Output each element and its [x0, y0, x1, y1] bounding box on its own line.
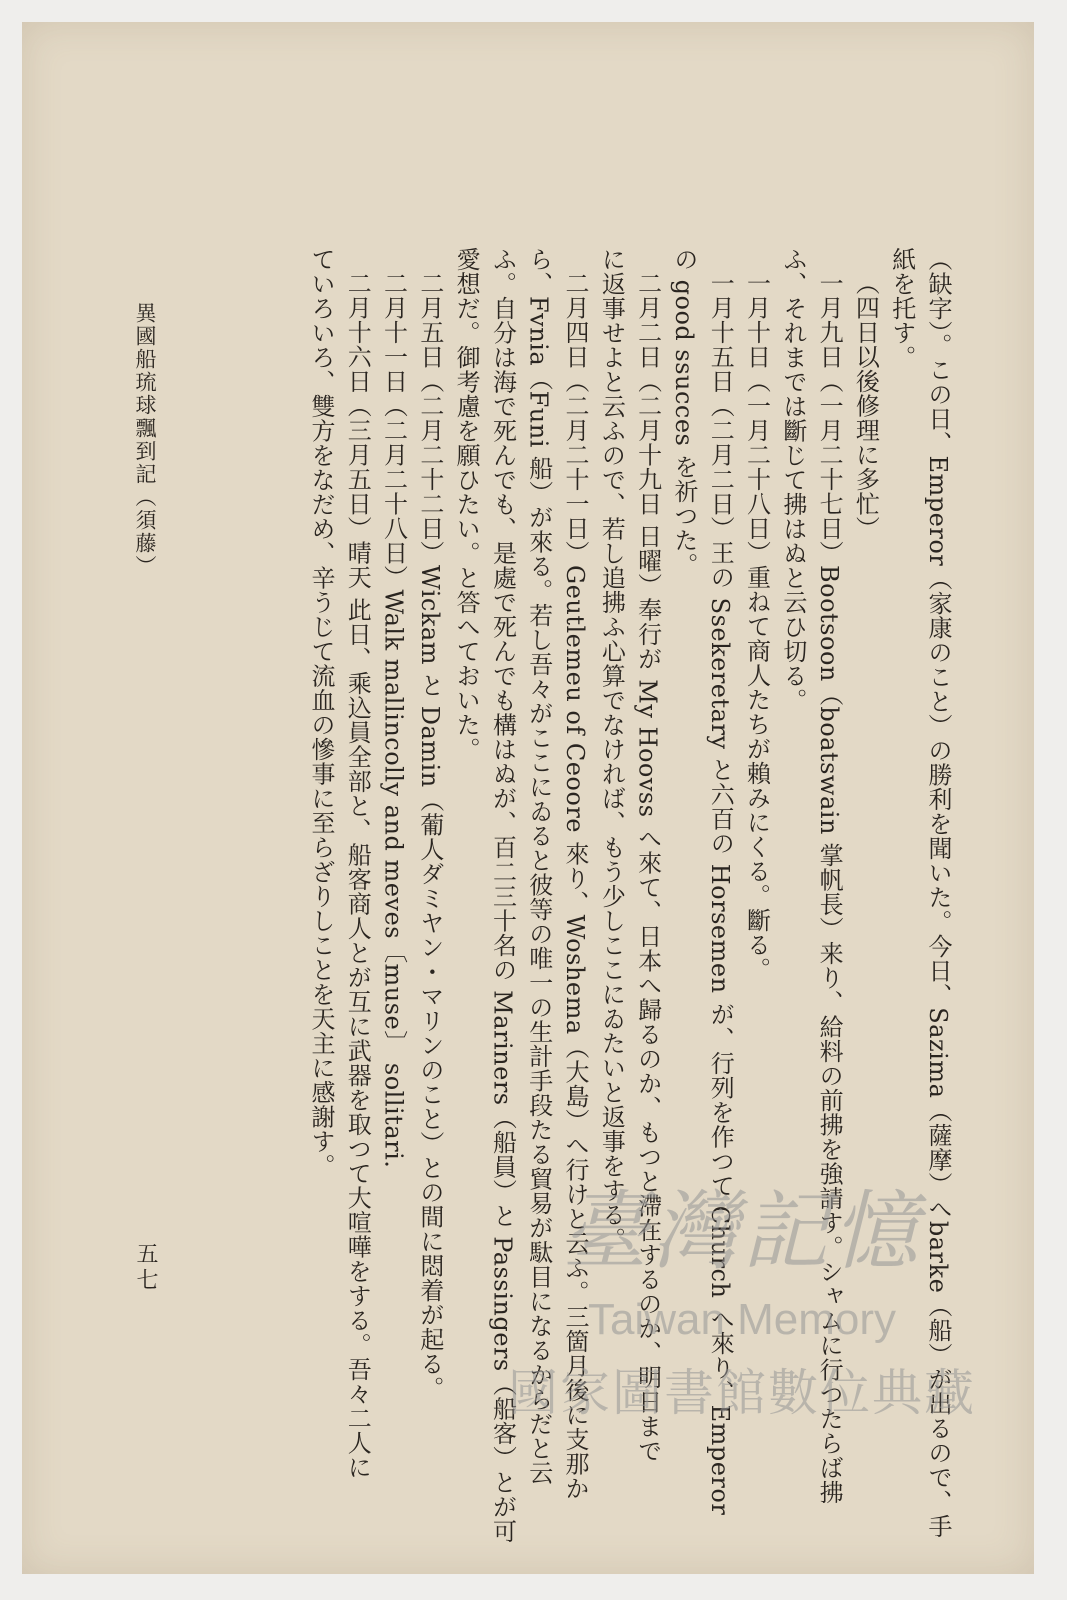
text-line: 二月五日（二月二十二日）Wickam と Damin（葡人ダミヤン・マリンのこと）との間に悶着が起る。 [415, 271, 444, 1401]
text-line: 一月九日（一月二十七日）Bootsoon（boatswain 掌帆長）来り、給料の前拂を強請す。シャムに行つたらば拂 [815, 271, 844, 1505]
text-line: 二月十一日（二月二十八日）Walk mallincolly and meves〔muse〕 sollitari. [379, 271, 408, 1169]
text-line: ふ。自分は海で死んでも、是處で死んでも構はぬが、百二三十名の Mariners（船員）と Passingers（船客）とが可 [488, 247, 517, 1544]
text-line: （缺字）。この日、Emperor（家康のこと）の勝利を聞いた。今日、Sazima（薩摩）へbarke（船）が出るので、手 [924, 247, 952, 1539]
text-line: 一月十日（一月二十八日）重ねて商人たちが賴みにくる。斷る。 [742, 271, 771, 982]
scanned-page [22, 22, 1034, 1574]
text-line: 愛想だ。御考慮を願ひたい。と答へておいた。 [452, 247, 481, 762]
text-line: ふ、それまでは斷じて拂はぬと云ひ切る。 [778, 247, 807, 713]
page-number: 五七 [133, 1242, 158, 1294]
watermark-english: Taiwan Memory [587, 1295, 897, 1344]
text-line: （四日以後修理に多忙） [851, 271, 880, 541]
body-text [303, 247, 956, 1544]
text-line: 二月十六日（三月五日）晴天 此日、乘込員全部と、船客商人とが互に武器を取つて大喧嘩をする。吾々二人に [343, 271, 372, 1480]
text-line: ていろいろ、雙方をなだめ、辛うじて流血の慘事に至らざりしことを天主に感謝す。 [306, 247, 335, 1178]
text-line: 二月四日（二月二十一日）Geutlemeu of Ceoore 來り、Woshema（大島）へ行けと云ふ。三箇月後に支那か [561, 271, 590, 1501]
text-line: の good ssucces を祈つた。 [669, 247, 698, 578]
text-line: 一月十五日（二月二日）王の Ssekeretary と六百の Horsemen が、行列を作つて Church へ來り、Emperor [706, 271, 735, 1516]
watermark-library: 國家圖書館數位典藏 [508, 1364, 976, 1422]
running-title: 異國船琉球飄到記（須藤） [133, 302, 157, 578]
watermark-title: 臺灣記憶 [562, 1182, 922, 1282]
text-line: 二月二日（二月十九日 日曜）奉行が My Hoovss へ來て、日本へ歸るのか、もつと滯在するのか、明日まで [633, 271, 662, 1463]
text-line: 紙を托す。 [887, 247, 916, 370]
text-line: に返事せよと云ふので、若し追拂ふ心算でなければ、もう少しここにゐたいと返事をする。 [597, 247, 626, 1252]
text-line: ら、Fvnia（Funi 船）が來る。若し吾々がここにゐると彼等の唯一の生計手段たる貿易が駄目になるからだと云 [524, 247, 553, 1486]
